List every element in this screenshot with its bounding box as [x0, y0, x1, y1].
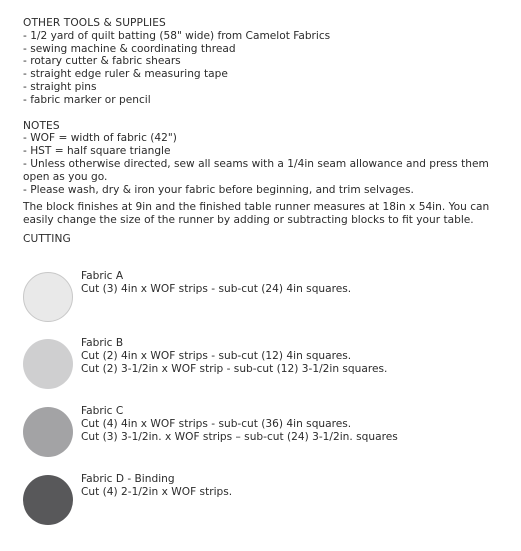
fabric-c-swatch — [23, 407, 73, 457]
fabric-d-line: Cut (4) 2-1/2in x WOF strips. — [81, 485, 233, 498]
notes-item: - Please wash, dry & iron your fabric before beginning, and trim selvages. — [23, 183, 414, 196]
instructions-page — [23, 17, 513, 246]
notes-heading: NOTES — [23, 119, 60, 132]
fabric-c-line: Cut (3) 3-1/2in. x WOF strips – sub-cut (24) 3-1/2in. squares — [81, 430, 398, 443]
notes-paragraph: The block finishes at 9in and the finished table runner measures at 18in x 54in. You can easily change the size of the runner by adding or subtracting blocks to fit your table. — [23, 201, 490, 227]
notes-item: - Unless otherwise directed, sew all seams with a 1/4in seam allowance and press them open as you go. — [23, 157, 489, 183]
notes-section — [23, 120, 513, 227]
tools-list — [23, 30, 513, 107]
fabric-c-line: Cut (4) 4in x WOF strips - sub-cut (36) 4in squares. — [81, 417, 352, 430]
notes-item: - WOF = width of fabric (42") — [23, 132, 177, 145]
fabric-b-line: Cut (2) 4in x WOF strips - sub-cut (12) 4in squares. — [81, 349, 352, 362]
fabric-b-name: Fabric B — [81, 337, 124, 349]
tools-item: - straight edge ruler & measuring tape — [23, 68, 228, 81]
cutting-heading: CUTTING — [23, 232, 71, 245]
tools-item: - rotary cutter & fabric shears — [23, 55, 181, 68]
fabric-a-swatch — [23, 272, 73, 322]
fabric-a-line: Cut (3) 4in x WOF strips - sub-cut (24) 4in squares. — [81, 282, 352, 295]
fabric-b-line: Cut (2) 3-1/2in x WOF strip - sub-cut (12) 3-1/2in squares. — [81, 362, 388, 375]
fabric-b-swatch — [23, 339, 73, 389]
notes-list — [23, 132, 513, 196]
fabric-c-name: Fabric C — [81, 405, 124, 417]
tools-item: - straight pins — [23, 80, 97, 93]
tools-section — [23, 17, 513, 107]
fabric-d-name: Fabric D - Binding — [81, 473, 175, 485]
notes-item: - HST = half square triangle — [23, 145, 171, 158]
fabric-d-swatch — [23, 475, 73, 525]
tools-item: - fabric marker or pencil — [23, 93, 151, 106]
fabric-a-name: Fabric A — [81, 270, 124, 282]
tools-item: - sewing machine & coordinating thread — [23, 42, 236, 55]
tools-heading: OTHER TOOLS & SUPPLIES — [23, 17, 166, 29]
tools-item: - 1/2 yard of quilt batting (58" wide) from Camelot Fabrics — [23, 29, 331, 42]
